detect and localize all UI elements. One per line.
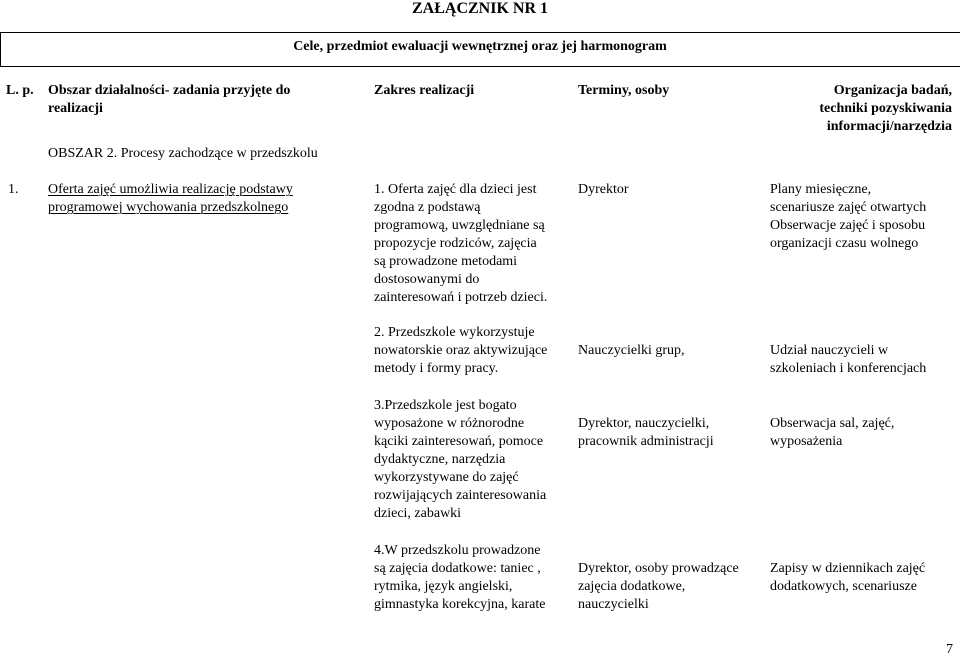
header-organizacja-line: Organizacja badań, [833, 83, 952, 98]
row-obszar-line: programowej wychowania przedszkolnego [48, 200, 289, 215]
item-2-terminy [578, 342, 685, 360]
row-obszar [48, 181, 293, 217]
zakres-line: nowatorskie oraz aktywizujące [374, 343, 548, 358]
item-1-organizacja [770, 181, 926, 253]
zakres-line: metody i formy pracy. [374, 361, 499, 376]
organizacja-line: Zapisy w dziennikach zajęć [770, 561, 926, 576]
zakres-line: rozwijających zainteresowania [374, 488, 547, 503]
zakres-line: rytmika, język angielski, [374, 579, 513, 594]
item-3-zakres [374, 397, 546, 523]
organizacja-line: Obserwacja sal, zajęć, [770, 416, 895, 431]
organizacja-line: Obserwacje zajęć i sposobu [770, 218, 926, 233]
terminy-line: pracownik administracji [578, 434, 714, 449]
zakres-line: kąciki zainteresowań, pomoce [374, 434, 544, 449]
header-obszar-line: Obszar działalności- zadania przyjęte do [48, 83, 291, 98]
row-lp: 1. [8, 182, 19, 197]
item-4-terminy [578, 560, 739, 614]
zakres-line: 4.W przedszkolu prowadzone [374, 543, 541, 558]
header-divider [0, 66, 960, 67]
header-obszar [48, 82, 290, 118]
terminy-line: Nauczycielki grup, [578, 343, 685, 358]
header-organizacja-line: informacji/narzędzia [826, 119, 952, 134]
zakres-line: gimnastyka korekcyjna, karate [374, 597, 546, 612]
item-4-organizacja [770, 560, 925, 596]
zakres-line: 1. Oferta zajęć dla dzieci jest [374, 182, 537, 197]
page-number: 7 [946, 642, 953, 657]
zakres-line: propozycje rodziców, zajęcia [374, 236, 537, 251]
section-heading: OBSZAR 2. Procesy zachodzące w przedszkolu [48, 146, 318, 161]
organizacja-line: dodatkowych, scenariusze [770, 579, 917, 594]
item-2-organizacja [770, 342, 926, 378]
item-2-zakres [374, 324, 547, 378]
item-4-zakres [374, 542, 545, 614]
document-title: ZAŁĄCZNIK NR 1 [411, 0, 548, 17]
terminy-line: Dyrektor, nauczycielki, [578, 416, 710, 431]
item-1-terminy [578, 181, 629, 199]
zakres-line: zainteresowań i potrzeb dzieci. [374, 290, 548, 305]
row-obszar-line: Oferta zajęć umożliwia realizację podstawy [48, 182, 293, 197]
zakres-line: dostosowanymi do [374, 272, 480, 287]
organizacja-line: Udział nauczycieli w [770, 343, 889, 358]
zakres-line: zgodna z podstawą [374, 200, 481, 215]
header-obszar-line: realizacji [48, 101, 103, 116]
header-organizacja-line: techniki pozyskiwania [819, 101, 952, 116]
zakres-line: programową, uwzględniane są [374, 218, 545, 233]
organizacja-line: scenariusze zajęć otwartych [770, 200, 927, 215]
item-3-organizacja [770, 415, 894, 451]
organizacja-line: szkoleniach i konferencjach [770, 361, 927, 376]
table-border-top [0, 32, 960, 33]
terminy-line: nauczycielki [578, 597, 649, 612]
item-1-zakres [374, 181, 547, 307]
zakres-line: wykorzystywane do zajęć [374, 470, 519, 485]
zakres-line: wyposażone w różnorodne [374, 416, 525, 431]
zakres-line: 3.Przedszkole jest bogato [374, 398, 517, 413]
terminy-line: zajęcia dodatkowe, [578, 579, 686, 594]
document-subtitle: Cele, przedmiot ewaluacji wewnętrznej oraz jej harmonogram [293, 39, 667, 54]
organizacja-line: Plany miesięczne, [770, 182, 872, 197]
terminy-line: Dyrektor, osoby prowadzące [578, 561, 739, 576]
zakres-line: dzieci, zabawki [374, 506, 462, 521]
terminy-line: Dyrektor [578, 182, 629, 197]
item-3-terminy [578, 415, 714, 451]
zakres-line: dydaktyczne, narzędzia [374, 452, 506, 467]
organizacja-line: wyposażenia [770, 434, 843, 449]
zakres-line: są zajęcia dodatkowe: taniec , [374, 561, 541, 576]
organizacja-line: organizacji czasu wolnego [770, 236, 919, 251]
header-zakres: Zakres realizacji [374, 83, 475, 98]
header-lp: L. p. [6, 83, 34, 98]
zakres-line: są prowadzone metodami [374, 254, 518, 269]
zakres-line: 2. Przedszkole wykorzystuje [374, 325, 535, 340]
header-terminy: Terminy, osoby [578, 83, 670, 98]
header-organizacja [740, 82, 952, 136]
